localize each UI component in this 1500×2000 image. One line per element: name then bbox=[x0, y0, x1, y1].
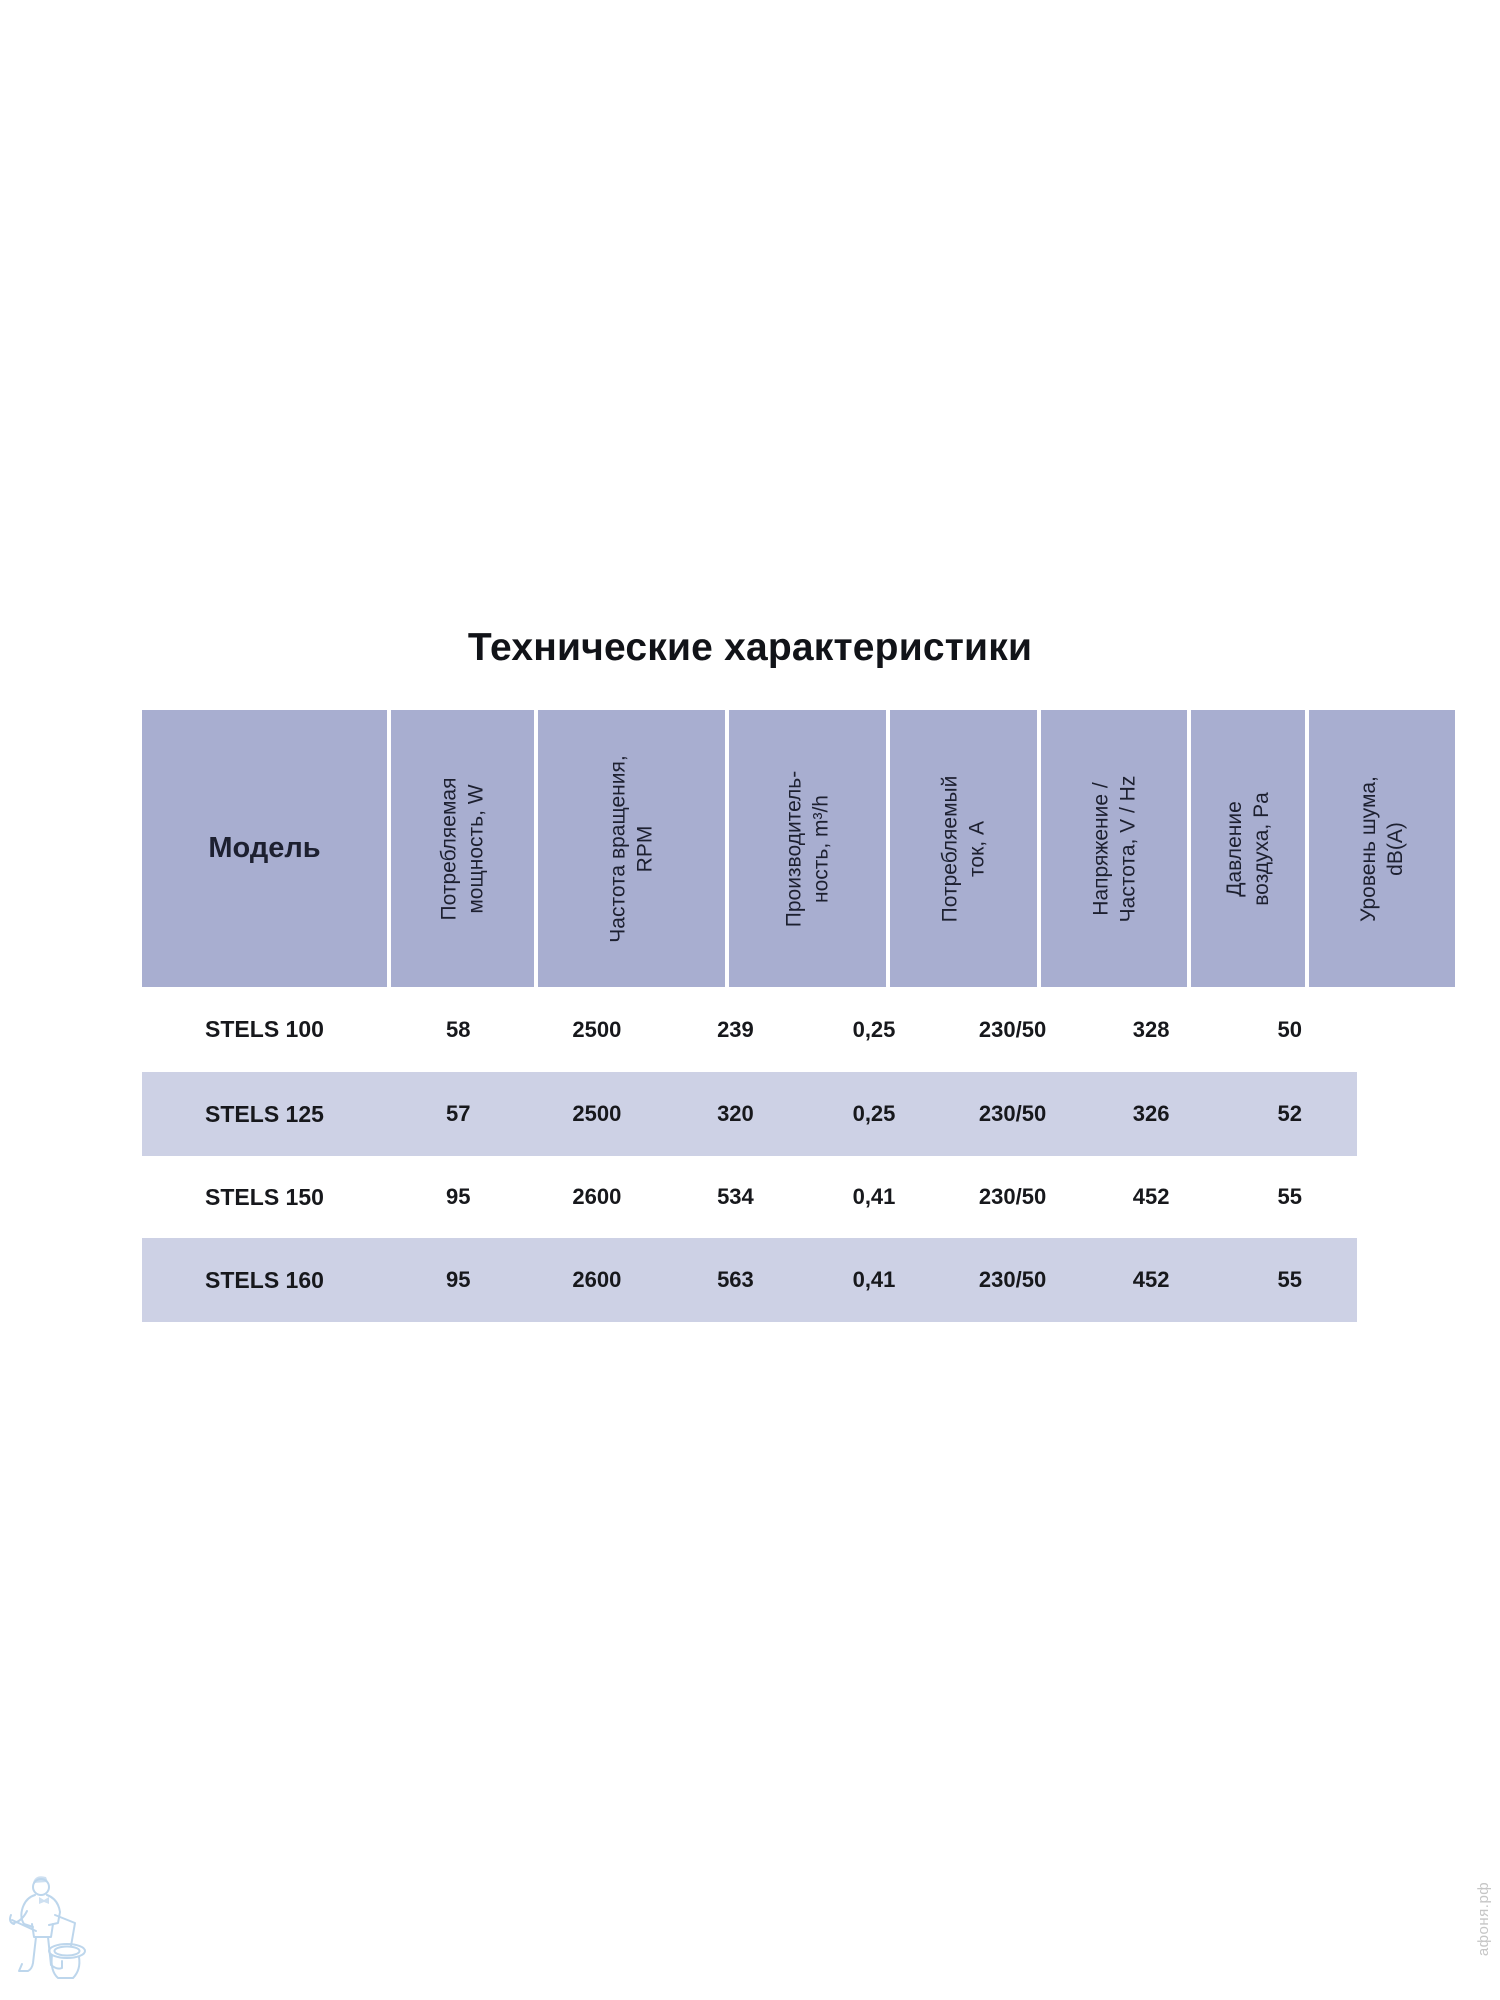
table-cell: 55 bbox=[1277, 1267, 1302, 1292]
table-cell: 0,25 bbox=[852, 1016, 896, 1042]
table-cell: 2600 bbox=[572, 1267, 622, 1292]
header-label-line: Уровень шума, bbox=[1356, 775, 1380, 922]
table-cell: 534 bbox=[717, 1184, 754, 1209]
table-cell: 52 bbox=[1277, 1101, 1302, 1126]
header-label-line: Частота вращения, bbox=[606, 754, 630, 943]
table-row bbox=[142, 987, 1357, 1072]
table-body bbox=[142, 987, 1357, 1322]
table-cell: 0,41 bbox=[852, 1267, 896, 1292]
table-cell: 452 bbox=[1132, 1267, 1170, 1292]
table-cell: 58 bbox=[446, 1016, 471, 1042]
table-cell: 230/50 bbox=[978, 1267, 1047, 1292]
header-label-line: ток, А bbox=[965, 820, 989, 877]
header-label-line: ность, m³/h bbox=[809, 794, 833, 903]
model-cell: STELS 125 bbox=[205, 1100, 324, 1127]
table-cell: 0,25 bbox=[852, 1101, 896, 1126]
header-label-line: RPM bbox=[633, 825, 657, 872]
header-label-line: воздуха, Pa bbox=[1250, 791, 1274, 906]
header-cell-power bbox=[391, 710, 534, 987]
header-cell-current bbox=[890, 710, 1037, 987]
table-cell: 2500 bbox=[572, 1101, 622, 1126]
header-label-line: Напряжение / bbox=[1088, 781, 1112, 916]
header-label-line: Производитель- bbox=[782, 770, 806, 927]
header-label-line: Давление bbox=[1223, 800, 1247, 897]
table-cell: 2500 bbox=[572, 1016, 622, 1042]
header-cell-voltage bbox=[1041, 710, 1188, 987]
table-cell: 95 bbox=[446, 1267, 471, 1292]
table-row bbox=[142, 1156, 1357, 1238]
table-row bbox=[142, 1238, 1357, 1322]
table-cell: 55 bbox=[1277, 1184, 1302, 1209]
table-row bbox=[142, 1072, 1357, 1156]
header-cell-airflow bbox=[729, 710, 886, 987]
header-label-line: dB(A) bbox=[1383, 821, 1407, 876]
table-cell: 57 bbox=[446, 1101, 471, 1126]
header-cell-model: Модель bbox=[142, 710, 387, 987]
table-cell: 239 bbox=[717, 1016, 754, 1042]
table-cell: 320 bbox=[717, 1101, 754, 1126]
table-cell: 230/50 bbox=[978, 1016, 1047, 1042]
table-cell: 0,41 bbox=[852, 1184, 896, 1209]
header-label-line: Потребляемый bbox=[938, 775, 962, 922]
header-label-line: мощность, W bbox=[464, 783, 488, 914]
model-cell: STELS 160 bbox=[205, 1266, 324, 1293]
header-cell-pressure bbox=[1191, 710, 1305, 987]
header-label-line: Частота, V / Hz bbox=[1115, 775, 1139, 922]
plumber-toilet-logo-icon bbox=[8, 1866, 92, 1990]
table-cell: 50 bbox=[1277, 1016, 1302, 1042]
table-header-row bbox=[142, 710, 1407, 987]
table-cell: 328 bbox=[1132, 1016, 1170, 1042]
table-cell: 563 bbox=[717, 1267, 754, 1292]
spec-table bbox=[142, 710, 1407, 1322]
table-cell: 95 bbox=[446, 1184, 471, 1209]
table-cell: 326 bbox=[1132, 1101, 1170, 1126]
table-cell: 230/50 bbox=[978, 1101, 1047, 1126]
table-cell: 452 bbox=[1132, 1184, 1170, 1209]
header-cell-rpm bbox=[538, 710, 725, 987]
site-watermark: афоня.рф bbox=[1475, 1881, 1492, 1957]
table-cell: 2600 bbox=[572, 1184, 622, 1209]
page-title: Технические характеристики bbox=[467, 626, 1033, 669]
model-cell: STELS 150 bbox=[205, 1183, 324, 1210]
table-cell: 230/50 bbox=[978, 1184, 1047, 1209]
header-label-line: Потребляемая bbox=[437, 777, 461, 920]
header-cell-noise bbox=[1309, 710, 1455, 987]
model-cell: STELS 100 bbox=[205, 1016, 324, 1042]
